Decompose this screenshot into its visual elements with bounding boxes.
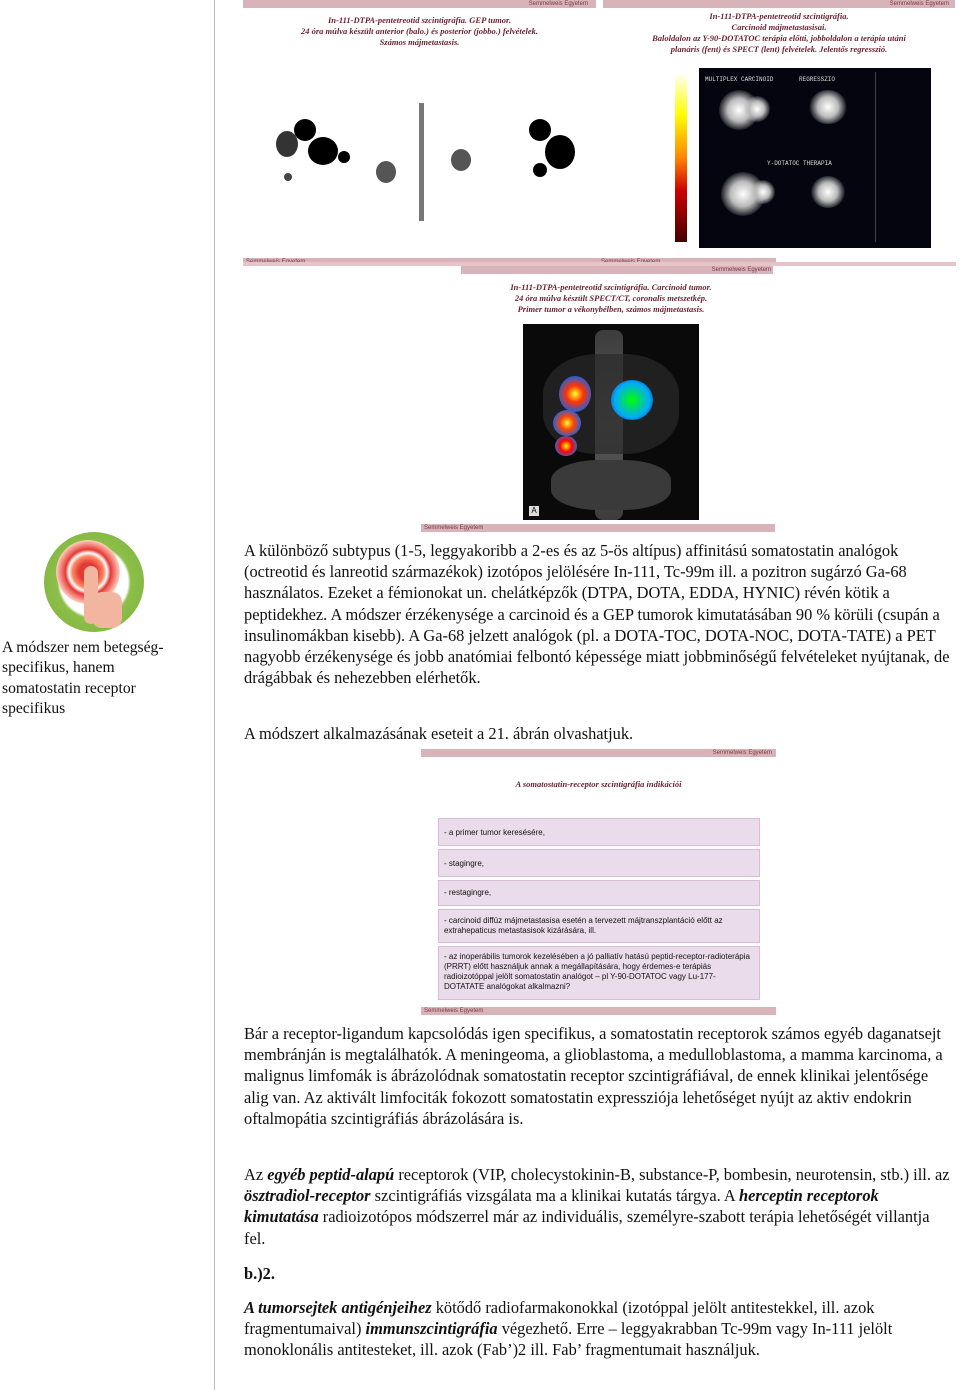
slide-header [603, 0, 955, 8]
emphasis-text: immunszcintigráfia [365, 1319, 498, 1339]
caption-line: 24 óra múlva készült SPECT/CT, coronalis metszetkép. [514, 293, 708, 303]
indication-item: - a primer tumor keresésére, [438, 818, 760, 846]
sidebar-note: A módszer nem betegség-specifikus, hanem somatostatin receptor specifikus [2, 639, 164, 718]
slide-header [421, 524, 775, 532]
paragraph-subtypes: A különböző subtypus (1-5, leggyakoribb a 2-es és az 5-ös altípus) affinitású somatostatin analógok (octreotid és lanreotid származékok) izotópos jelölésére In-111, Tc-99m ill. a pozitron sugárzó Ga-68 használatos. Ezeket a fémionokat un. chelátképzők (DTPA, DOTA, EDDA, HYNIC) révén kötik a peptidekhez. A módszer érzékenysége a carcinoid és a GEP tumorok kimutatásában 90 % körüli (csupán a insulinomákban kisebb). A Ga-68 jelzett analógok (pl. a DOTA-TOC, DOTA-NOC, DOTA-TATE) a PET nagyobb érzékenysége és jobb anatómiai felbontó képessége miatt jobbminőségű felvételeket nyújtanak, de drágábbak és nehezebben elérhetők. [244, 541, 950, 688]
indication-item: - carcinoid diffúz májmetastasisa esetén a tervezett májtranszplantáció előtt az extrahepaticus metastasisok kizárására, ill. [438, 909, 760, 943]
target-touch-icon [44, 532, 144, 632]
caption-line: In-111-DTPA-pentetreotid szcintigráfia. Carcinoid tumor. [510, 282, 712, 292]
image-label: Y-DOTATOC THERAPIA [767, 160, 832, 167]
slide-header-label: Semmelweis Egyetem [889, 1, 949, 7]
slide-header [421, 1007, 776, 1015]
section-heading: b.)2. [244, 1264, 275, 1283]
slide-header [461, 266, 773, 274]
intensity-scale-bar [675, 72, 687, 242]
anterior-scan-image [248, 103, 413, 223]
text-run: végezhető. Erre – leggyakrabban Tc-99m vagy In-111 jelölt monoklonális antitesteket, ill. azok (Fab’)2 ill. Fab’ fragmentumait használjuk. [244, 1319, 893, 1360]
caption-line: 24 óra múlva készült anterior (balo.) és posterior (jobbo.) felvételek. [300, 26, 539, 36]
spect-ct-image [523, 324, 699, 520]
emphasis-text: ösztradiol-receptor [244, 1186, 371, 1206]
caption-line: planáris (fent) és SPECT (lent) felvételek. Jelentős regresszió. [670, 44, 888, 54]
planar-spect-images [699, 68, 931, 248]
image-label: MULTIPLEX CARCINOID [705, 76, 774, 83]
emphasis-text: egyéb peptid-alapú [267, 1165, 395, 1184]
text-run: receptorok (VIP, cholecystokinin-B, substance-P, bombesin, neurotensin, stb.) ill. az [394, 1165, 950, 1184]
text-run: radioizotópos módszerrel már az individuális, személyre-szabott terápia lehetőségét villantja fel. [244, 1207, 930, 1248]
slide-header-label: Semmelweis Egyetem [711, 267, 771, 273]
text-run: Az [244, 1165, 268, 1184]
slide-caption [461, 282, 761, 315]
caption-line: Primer tumor a vékonybélben, számos májmetastasis. [517, 304, 705, 314]
slide-spect-ct [243, 258, 956, 520]
caption-line: In-111-DTPA-pentetreotid szcintigráfia. GEP tumor. [328, 15, 511, 25]
paragraph-immunoscintigraphy [244, 1297, 954, 1361]
slide-header-label: Semmelweis Egyetem [424, 525, 484, 531]
image-marker: A [529, 506, 539, 516]
emphasis-text: A tumorsejtek antigénjeihez [244, 1298, 432, 1317]
column-divider [214, 0, 215, 1390]
text-run: kötődő radiofarmakonokkal (izotóppal jelölt antitestekkel, ill. azok fragmentumaival) [244, 1298, 875, 1339]
paragraph-reference: A módszert alkalmazásának eseteit a 21. ábrán olvashatjuk. [244, 724, 634, 743]
text-run: szcintigráfiás vizsgálata ma a klinikai kutatás tárgya. A [370, 1186, 739, 1206]
slide-header-label: Semmelweis Egyetem [424, 1008, 484, 1014]
slide-header [421, 749, 776, 757]
caption-line: Baloldalon az Y-90-DOTATOC terápia előtti, jobboldalon a terápia utáni [652, 33, 906, 43]
slide-carcinoid-therapy [603, 0, 955, 255]
caption-line: Carcinoid májmetastasisai. [731, 22, 827, 32]
caption-line: Számos májmetastasis. [379, 37, 460, 47]
paragraph-other-tumors: Bár a receptor-ligandum kapcsolódás igen specifikus, a somatostatin receptorok számos egyéb daganatsejt membránján is megtalálhatók. A meningeoma, a glioblastoma, a medulloblastoma, a mamma karcinoma, a malignus limfomák is ábrázolódnak somatostatin receptor szcintigráfiával, de ennek klinikai jelentősége alig van. Az aktivált limfociták fokozott somatostatin expressziója lehetőséget nyújt az aktiv endokrin oftalmopátia szcintigráfiás ábrázolására is. [244, 1024, 943, 1128]
slide-caption [243, 15, 596, 48]
emphasis-text: herceptin receptorok kimutatása [244, 1186, 879, 1227]
slide-header-label: Semmelweis Egyetem [528, 1, 588, 7]
slide-header-label: Semmelweis Egyetem [712, 750, 772, 756]
slide-caption [603, 11, 955, 55]
slide-header [243, 0, 596, 8]
paragraph-other-receptors [244, 1164, 954, 1249]
slide-gep-tumor [243, 0, 596, 240]
posterior-scan-image [433, 103, 593, 223]
indication-item: - restagingre, [438, 880, 760, 906]
indication-item: - az inoperábilis tumorok kezelésében a jó palliatív hatású peptid-receptor-radioterápia (PRRT) előtt használjuk annak a megállapítására, hogy érdemes-e terápiás radioizotóppal jelölt somatostatin analógot – pl Y-90-DOTATOC vagy Lu-177-DOTATATE analógokat alkalmazni? [438, 946, 760, 1000]
slide-title: A somatostatin-receptor szcintigráfia indikációi [515, 779, 682, 789]
caption-line: In-111-DTPA-pentetreotid szcintigráfia. [709, 11, 849, 21]
image-label: REGRESSZIO [799, 76, 836, 83]
indication-item: - stagingre, [438, 849, 760, 877]
